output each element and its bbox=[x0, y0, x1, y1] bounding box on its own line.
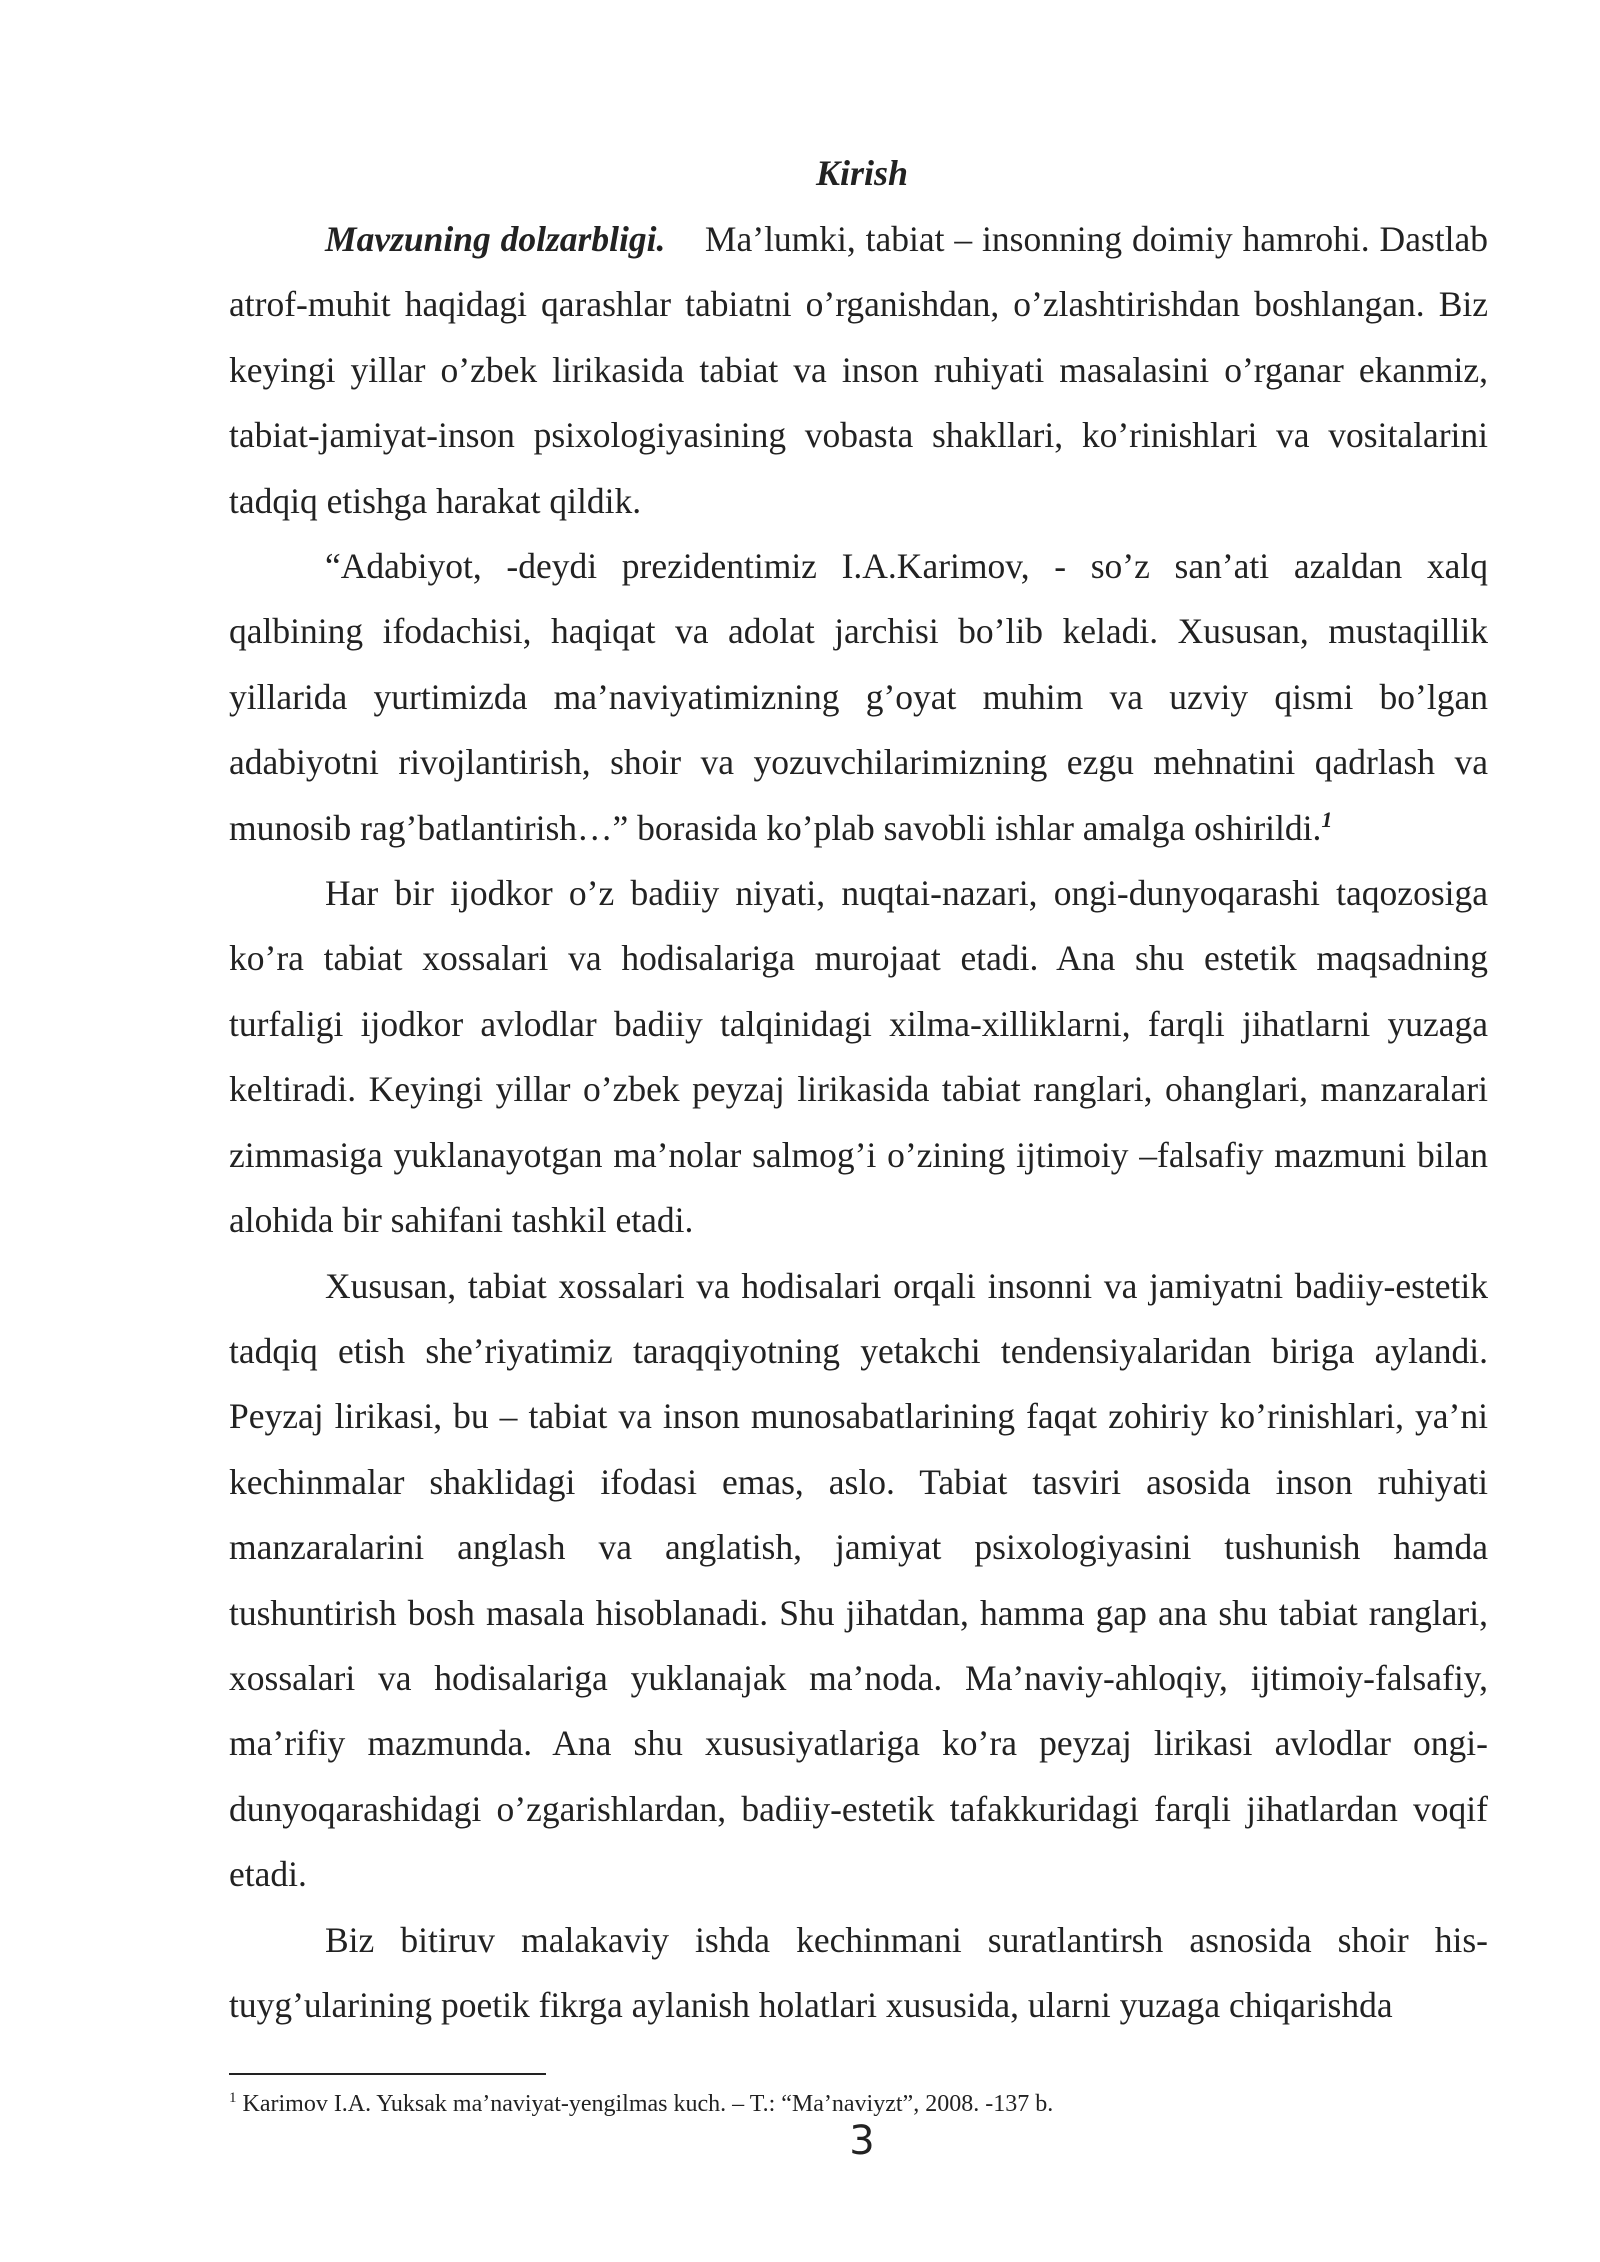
page-number: 3 bbox=[849, 2118, 875, 2164]
paragraph-thesis bbox=[229, 1908, 1488, 2039]
body-text bbox=[229, 207, 1488, 2038]
paragraph-relevance bbox=[229, 207, 1488, 534]
paragraph-landscape-lyrics bbox=[229, 1254, 1488, 1908]
footnote-separator bbox=[229, 2073, 546, 2075]
paragraph-text: Biz bitiruv malakaviy ishda kechinmani suratlantirsh asnosida shoir his-tuyg’ularining poetik fikrga aylanish holatlari xususida, ularni yuzaga chiqarishda bbox=[229, 1919, 1488, 2025]
paragraph-text: “Adabiyot, -deydi prezidentimiz I.A.Karimov, - so’z san’ati azaldan xalq qalbining ifodachisi, haqiqat va adolat jarchisi bo’lib keladi. Xususan, mustaqillik yillarida yurtimizda ma’naviyatimizning g’oyat muhim va uzviy qismi bo’lgan adabiyotni rivojlantirish, shoir va yozuvchilarimizning ezgu mehnatini qadrlash va munosib rag’batlantirish…” borasida ko’plab savobli ishlar amalga oshirildi. bbox=[229, 546, 1488, 848]
footnote bbox=[229, 2082, 1488, 2120]
paragraph-text: Har bir ijodkor o’z badiiy niyati, nuqtai-nazari, ongi-dunyoqarashi taqozosiga ko’ra tabiat xossalari va hodisalariga murojaat etadi. Ana shu estetik maqsadning turfaligi ijodkor avlodlar badiiy talqinidagi xilma-xilliklarni, farqli jihatlarni yuzaga keltiradi. Keyingi yillar o’zbek peyzaj lirikasida tabiat ranglari, ohanglari, manzaralari zimmasiga yuklanayotgan ma’nolar salmog’i o’zining ijtimoiy –falsafiy mazmuni bilan alohida bir sahifani tashkil etadi. bbox=[229, 873, 1488, 1241]
paragraph-lead-heading: Mavzuning dolzarbligi. bbox=[325, 219, 666, 259]
paragraph-text: Xususan, tabiat xossalari va hodisalari orqali insonni va jamiyatni badiiy-estetik tadqiq etish she’riyatimiz taraqqiyotning yetakchi tendensiyalaridan biriga aylandi. Peyzaj lirikasi, bu – tabiat va inson munosabatlarining faqat zohiriy ko’rinishlari, ya’ni kechinmalar shaklidagi ifodasi emas, aslo. Tabiat tasviri asosida inson ruhiyati manzaralarini anglash va anglatish, jamiyat psixologiyasini tushunish hamda tushuntirish bosh masala hisoblanadi. Shu jihatdan, hamma gap ana shu tabiat ranglari, xossalari va hodisalariga yuklanajak ma’noda. Ma’naviy-ahloqiy, ijtimoiy-falsafiy, ma’rifiy mazmunda. Ana shu xususiyatlariga ko’ra peyzaj lirikasi avlodlar ongi-dunyoqarashidagi o’zgarishlardan, badiiy-estetik tafakkuridagi farqli jihatlardan voqif etadi. bbox=[229, 1265, 1488, 1895]
section-title: Kirish bbox=[815, 153, 909, 193]
paragraph-creator bbox=[229, 861, 1488, 1253]
footnote-number: 1 bbox=[229, 2090, 237, 2106]
footnote-reference[interactable]: 1 bbox=[1321, 806, 1333, 832]
paragraph-quote bbox=[229, 534, 1488, 861]
footnote-text: Karimov I.A. Yuksak ma’naviyat-yengilmas kuch. – T.: “Ma’naviyzt”, 2008. -137 b. bbox=[242, 2091, 1054, 2117]
paragraph-text: Ma’lumki, tabiat – insonning doimiy hamrohi. Dastlab atrof-muhit haqidagi qarashlar tabiatni o’rganishdan, o’zlashtirishdan boshlangan. Biz keyingi yillar o’zbek lirikasida tabiat va inson ruhiyati masalasini o’rganar ekanmiz, tabiat-jamiyat-inson psixologiyasining vobasta shakllari, ko’rinishlari va vositalarini tadqiq etishga harakat qildik. bbox=[229, 219, 1488, 521]
